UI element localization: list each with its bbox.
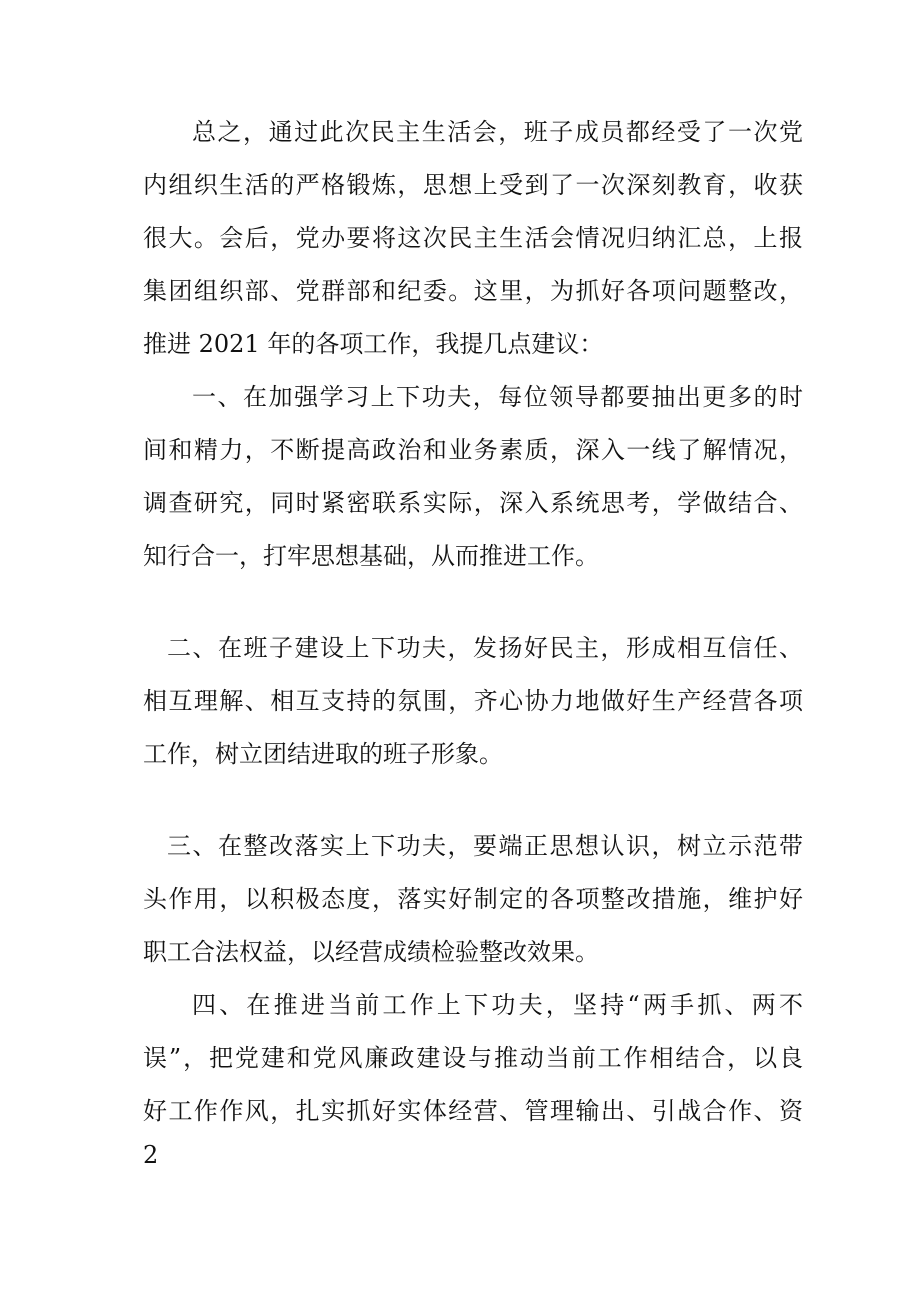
paragraph-1-line-1: 总之，通过此次民主生活会，班子成员都经受了一次党 bbox=[192, 118, 803, 146]
paragraph-2-line-3: 调查研究，同时紧密联系实际，深入系统思考，学做结合、 bbox=[143, 489, 803, 517]
paragraph-2-line-4: 知行合一，打牢思想基础，从而推进工作。 bbox=[143, 542, 599, 570]
paragraph-1-line-2: 内组织生活的严格锻炼，思想上受到了一次深刻教育，收获 bbox=[143, 171, 803, 199]
paragraph-5-line-2: 误”，把党建和党风廉政建设与推动当前工作相结合，以良 bbox=[143, 1044, 803, 1072]
paragraph-4-line-3: 职工合法权益，以经营成绩检验整改效果。 bbox=[143, 938, 599, 966]
paragraph-1-line-3: 很大。会后，党办要将这次民主生活会情况归纳汇总，上报 bbox=[143, 224, 803, 252]
paragraph-2-line-1: 一、在加强学习上下功夫，每位领导都要抽出更多的时 bbox=[192, 383, 803, 411]
paragraph-5-line-1: 四、在推进当前工作上下功夫，坚持“两手抓、两不 bbox=[192, 991, 803, 1019]
paragraph-4-line-2: 头作用，以积极态度，落实好制定的各项整改措施，维护好 bbox=[143, 885, 803, 913]
page-number: 2 bbox=[143, 1141, 159, 1169]
paragraph-1-line-5: 推进 2021 年的各项工作，我提几点建议： bbox=[143, 330, 604, 358]
paragraph-5-line-3: 好工作作风，扎实抓好实体经营、管理输出、引战合作、资 bbox=[143, 1097, 803, 1125]
paragraph-2-line-2: 间和精力，不断提高政治和业务素质，深入一线了解情况， bbox=[143, 436, 803, 464]
paragraph-3-line-1: 二、在班子建设上下功夫，发扬好民主，形成相互信任、 bbox=[167, 634, 803, 662]
paragraph-3-line-2: 相互理解、相互支持的氛围，齐心协力地做好生产经营各项 bbox=[143, 687, 803, 715]
paragraph-1-line-4: 集团组织部、党群部和纪委。这里，为抓好各项问题整改， bbox=[143, 277, 803, 305]
paragraph-4-line-1: 三、在整改落实上下功夫，要端正思想认识，树立示范带 bbox=[167, 832, 803, 860]
paragraph-3-line-3: 工作，树立团结进取的班子形象。 bbox=[143, 740, 503, 768]
